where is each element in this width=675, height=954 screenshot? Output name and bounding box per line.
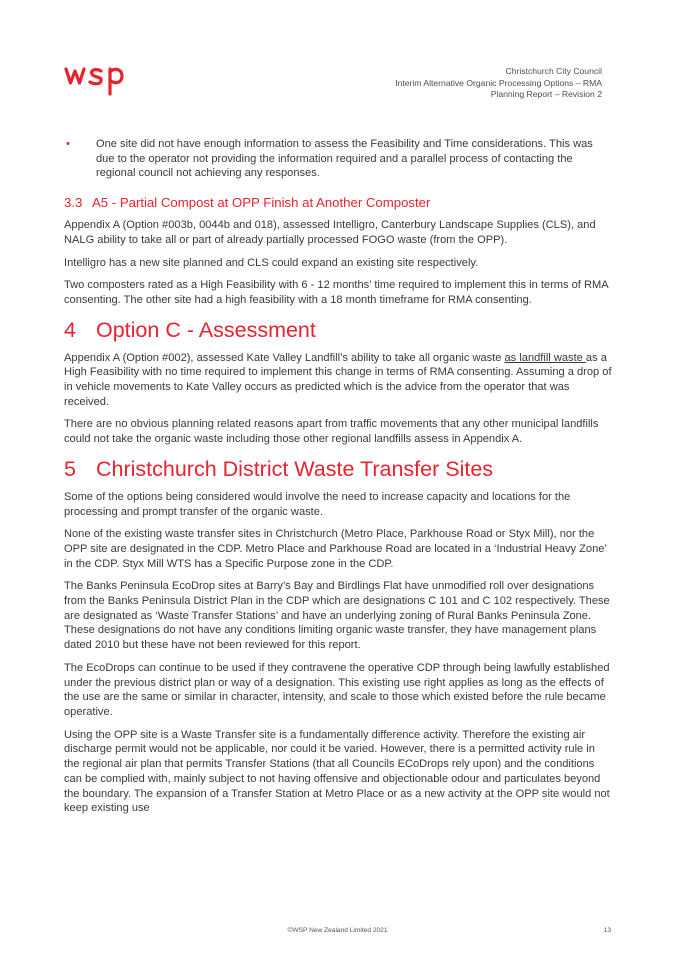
section-4-number: 4 bbox=[64, 317, 76, 342]
section-3-3-number: 3.3 bbox=[64, 195, 83, 211]
section-5-paragraph: Using the OPP site is a Waste Transfer site is a fundamentally difference activity. Therefore the existing air discharge permit would not be applicable, nor could it be varied. However, there is a permitted activity rule in the regional air plan that permits Transfer Stations (that all Councils ECoDrops rely upon) and the conditions can be complied with, mainly subject to not having offensive and objectionable odour and particulates beyond the boundary. The expansion of a Transfer Station at Metro Place or as a new activity at the OPP site would not keep existing use bbox=[64, 728, 610, 815]
page-number: 13 bbox=[603, 927, 611, 934]
section-5-title: Christchurch District Waste Transfer Sites bbox=[96, 456, 494, 481]
section-3-3-heading bbox=[64, 194, 612, 211]
section-4-title: Option C - Assessment bbox=[96, 317, 316, 342]
footer-copyright: ©WSP New Zealand Limited 2021 bbox=[287, 927, 388, 934]
section-4-paragraph bbox=[64, 351, 612, 410]
section-3-3-paragraph: Appendix A (Option #003b, 0044b and 018), assessed Intelligro, Canterbury Landscape Supplies (CLS), and NALG ability to take all or part of already partially processed FOGO waste (from the OPP). bbox=[64, 219, 596, 246]
section-3-3-paragraph: Intelligro has a new site planned and CLS could expand an existing site respectively. bbox=[64, 256, 479, 269]
section-4-text: as a High Feasibility with no time required to implement this change in terms of RMA consenting. Assuming a drop of in vehicle movements to Kate Valley occurs as predicted which is the advice from the operator that was received. bbox=[64, 351, 612, 408]
header-client: Christchurch City Council bbox=[505, 66, 602, 76]
section-3-3-title: A5 - Partial Compost at OPP Finish at Another Composter bbox=[92, 195, 431, 211]
body-content bbox=[64, 137, 612, 824]
bullet-item bbox=[64, 137, 612, 181]
header-project: Interim Alternative Organic Processing Options – RMA bbox=[395, 77, 602, 88]
section-4-text: Appendix A (Option #002), assessed Kate Valley Landfill’s ability to take all organic waste bbox=[64, 351, 505, 364]
section-3-3-paragraph: Two composters rated as a High Feasibility with 6 - 12 months’ time required to implement this in terms of RMA consenting. The other site had a high feasibility with a 18 month timeframe for RMA consenting. bbox=[64, 279, 609, 306]
section-5-paragraph: None of the existing waste transfer sites in Christchurch (Metro Place, Parkhouse Road or Styx Mill), nor the OPP site are designated in the CDP. Metro Place and Parkhouse Road are located in a ‘Industrial Heavy Zone’ in the CDP. Styx Mill WTS has a Specific Purpose zone in the CDP. bbox=[64, 528, 607, 570]
header-report: Planning Report – Revision 2 bbox=[490, 89, 602, 99]
section-5-paragraph: Some of the options being considered would involve the need to increase capacity and locations for the processing and prompt transfer of the organic waste. bbox=[64, 490, 571, 518]
bullet-dot-icon: • bbox=[66, 138, 70, 150]
section-5-paragraph: The EcoDrops can continue to be used if they contravene the operative CDP through being lawfully established under the previous district plan or way of a designation. This existing use right applies as long as the effects of the use are the same or similar in character, intensity, and scale to those which existed before the rule became operative. bbox=[64, 661, 610, 718]
section-5-number: 5 bbox=[64, 456, 76, 481]
header-info bbox=[395, 66, 602, 101]
section-4-heading bbox=[64, 317, 612, 343]
landfill-waste-link[interactable]: as landfill waste bbox=[504, 351, 586, 364]
section-5-paragraph: The Banks Peninsula EcoDrop sites at Barry’s Bay and Birdlings Flat have unmodified roll over designations from the Banks Peninsula District Plan in the CDP which are designations C 101 and C 102 respectively. These are designated as ‘Waste Transfer Stations’ and have an underlying zoning of Rural Banks Peninsula Zone. These designations do not have any conditions limiting organic waste transfer, they have management plans dated 2010 but these have not been reviewed for this report. bbox=[64, 580, 610, 652]
section-4-paragraph: There are no obvious planning related reasons apart from traffic movements that any other municipal landfills could not take the organic waste including those other regional landfills assess in Appendix A. bbox=[64, 418, 599, 446]
wsp-logo-icon bbox=[63, 63, 143, 97]
wsp-logo bbox=[63, 63, 143, 97]
bullet-text: One site did not have enough information to assess the Feasibility and Time considerations. This was due to the operator not providing the information required and a parallel process of contacting the regional council not achieving any responses. bbox=[96, 138, 593, 180]
section-5-heading bbox=[64, 456, 612, 482]
